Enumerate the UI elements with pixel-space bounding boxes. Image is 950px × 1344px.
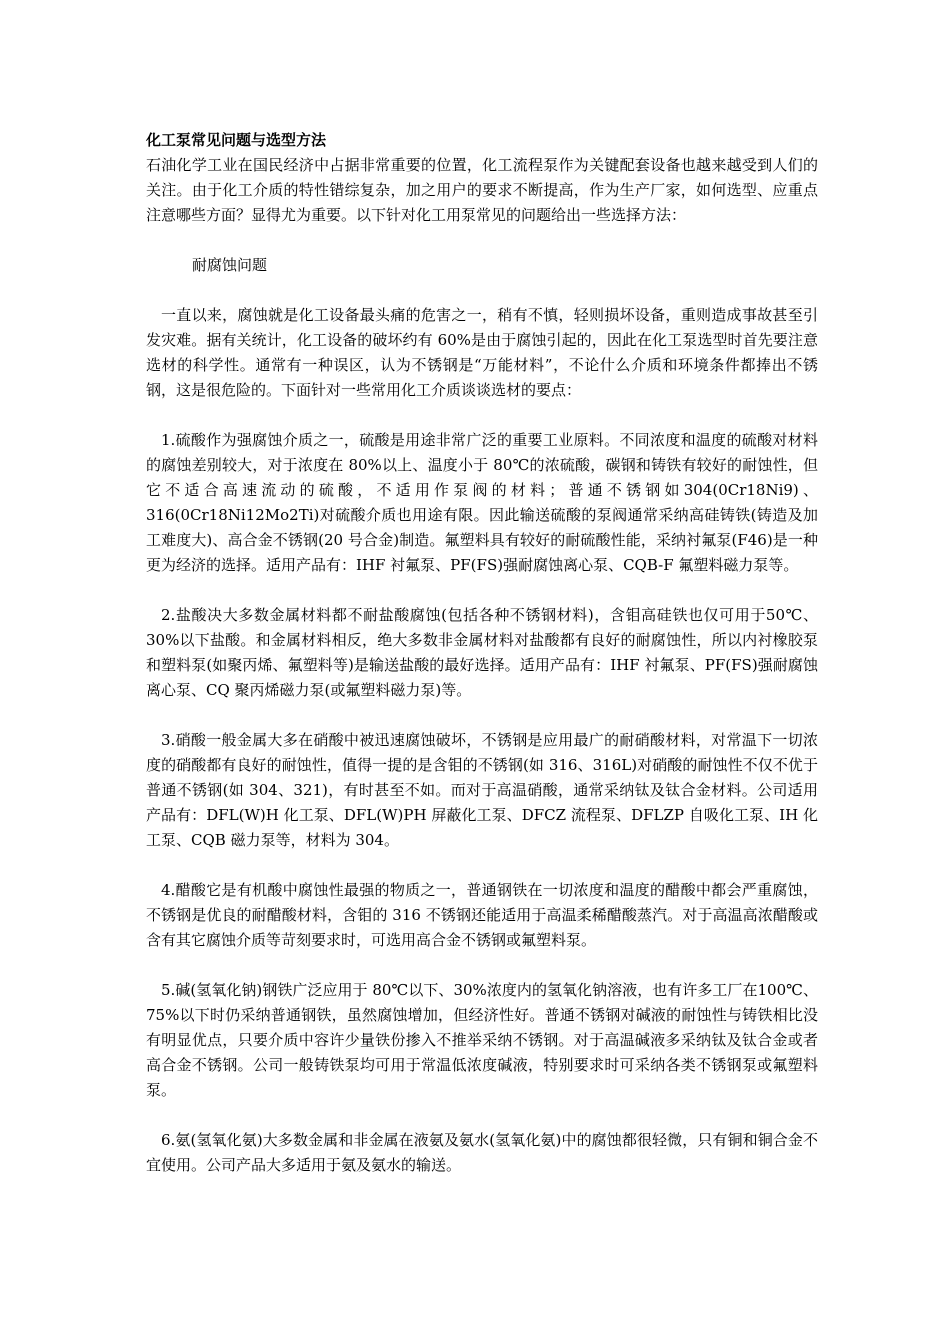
document-page	[146, 128, 818, 1178]
document-title: 化工泵常见问题与选型方法	[146, 131, 327, 149]
spacer	[146, 703, 818, 728]
overview-paragraph: 一直以来，腐蚀就是化工设备最头痛的危害之一，稍有不慎，轻则损坏设备，重则造成事故甚至引发灾难。据有关统计，化工设备的破坏约有 60%是由于腐蚀引起的，因此在化工泵选型时首先要注意选材的科学性。通常有一种误区，认为不锈钢是“万能材料”，不论什么介质和环境条件都捧出不锈钢，这是很危险的。下面针对一些常用化工介质谈谈选材的要点：	[146, 306, 818, 399]
list-item-acetic-acid: 4.醋酸它是有机酸中腐蚀性最强的物质之一，普通钢铁在一切浓度和温度的醋酸中都会严重腐蚀，不锈钢是优良的耐醋酸材料，含钼的 316 不锈钢还能适用于高温柔稀醋酸蒸汽。对于高温高浓醋酸或含有其它腐蚀介质等苛刻要求时，可选用高合金不锈钢或氟塑料泵。	[146, 881, 818, 949]
spacer	[146, 278, 818, 303]
list-item-nitric-acid: 3.硝酸一般金属大多在硝酸中被迅速腐蚀破坏，不锈钢是应用最广的耐硝酸材料，对常温下一切浓度的硝酸都有良好的耐蚀性，值得一提的是含钼的不锈钢(如 316、316L)对硝酸的耐蚀性不仅不优于普通不锈钢(如 304、321)，有时甚至不如。而对于高温硝酸，通常采纳钛及钛合金材料。公司适用产品有：DFL(W)H 化工泵、DFL(W)PH 屏蔽化工泵、DFCZ 流程泵、DFLZP 自吸化工泵、IH 化工泵、CQB 磁力泵等，材料为 304。	[146, 731, 818, 849]
list-item-hydrochloric-acid: 2.盐酸决大多数金属材料都不耐盐酸腐蚀(包括各种不锈钢材料)，含钼高硅铁也仅可用于50℃、30%以下盐酸。和金属材料相反，绝大多数非金属材料对盐酸都有良好的耐腐蚀性，所以内衬橡胶泵和塑料泵(如聚丙烯、氟塑料等)是输送盐酸的最好选择。适用产品有：IHF 衬氟泵、PF(FS)强耐腐蚀离心泵、CQ 聚丙烯磁力泵(或氟塑料磁力泵)等。	[146, 606, 818, 699]
spacer	[146, 228, 818, 253]
section-heading: 耐腐蚀问题	[192, 256, 268, 274]
spacer	[146, 403, 818, 428]
list-item-ammonia: 6.氨(氢氧化氨)大多数金属和非金属在液氨及氨水(氢氧化氨)中的腐蚀都很轻微，只有铜和铜合金不宜使用。公司产品大多适用于氨及氨水的输送。	[146, 1131, 818, 1174]
intro-paragraph: 石油化学工业在国民经济中占据非常重要的位置，化工流程泵作为关键配套设备也越来越受到人们的关注。由于化工介质的特性错综复杂，加之用户的要求不断提高，作为生产厂家，如何选型、应重点注意哪些方面？显得尤为重要。以下针对化工用泵常见的问题给出一些选择方法：	[146, 156, 818, 224]
spacer	[146, 853, 818, 878]
spacer	[146, 953, 818, 978]
list-item-sulfuric-acid: 1.硫酸作为强腐蚀介质之一，硫酸是用途非常广泛的重要工业原料。不同浓度和温度的硫酸对材料的腐蚀差别较大，对于浓度在 80%以上、温度小于 80℃的浓硫酸，碳钢和铸铁有较好的耐蚀性，但它不适合高速流动的硫酸，不适用作泵阀的材料；普通不锈钢如304(0Cr18Ni9)、316(0Cr18Ni12Mo2Ti)对硫酸介质也用途有限。因此输送硫酸的泵阀通常采纳高硅铸铁(铸造及加工难度大)、高合金不锈钢(20 号合金)制造。氟塑料具有较好的耐硫酸性能，采纳衬氟泵(F46)是一种更为经济的选择。适用产品有：IHF 衬氟泵、PF(FS)强耐腐蚀离心泵、CQB-F 氟塑料磁力泵等。	[146, 431, 818, 574]
list-item-alkali: 5.碱(氢氧化钠)钢铁广泛应用于 80℃以下、30%浓度内的氢氧化钠溶液，也有许多工厂在100℃、75%以下时仍采纳普通钢铁，虽然腐蚀增加，但经济性好。普通不锈钢对碱液的耐蚀性与铸铁相比没有明显优点，只要介质中容许少量铁份掺入不推举采纳不锈钢。对于高温碱液多采纳钛及钛合金或者高合金不锈钢。公司一般铸铁泵均可用于常温低浓度碱液，特别要求时可采纳各类不锈钢泵或氟塑料泵。	[146, 981, 818, 1099]
spacer	[146, 1103, 818, 1128]
spacer	[146, 578, 818, 603]
